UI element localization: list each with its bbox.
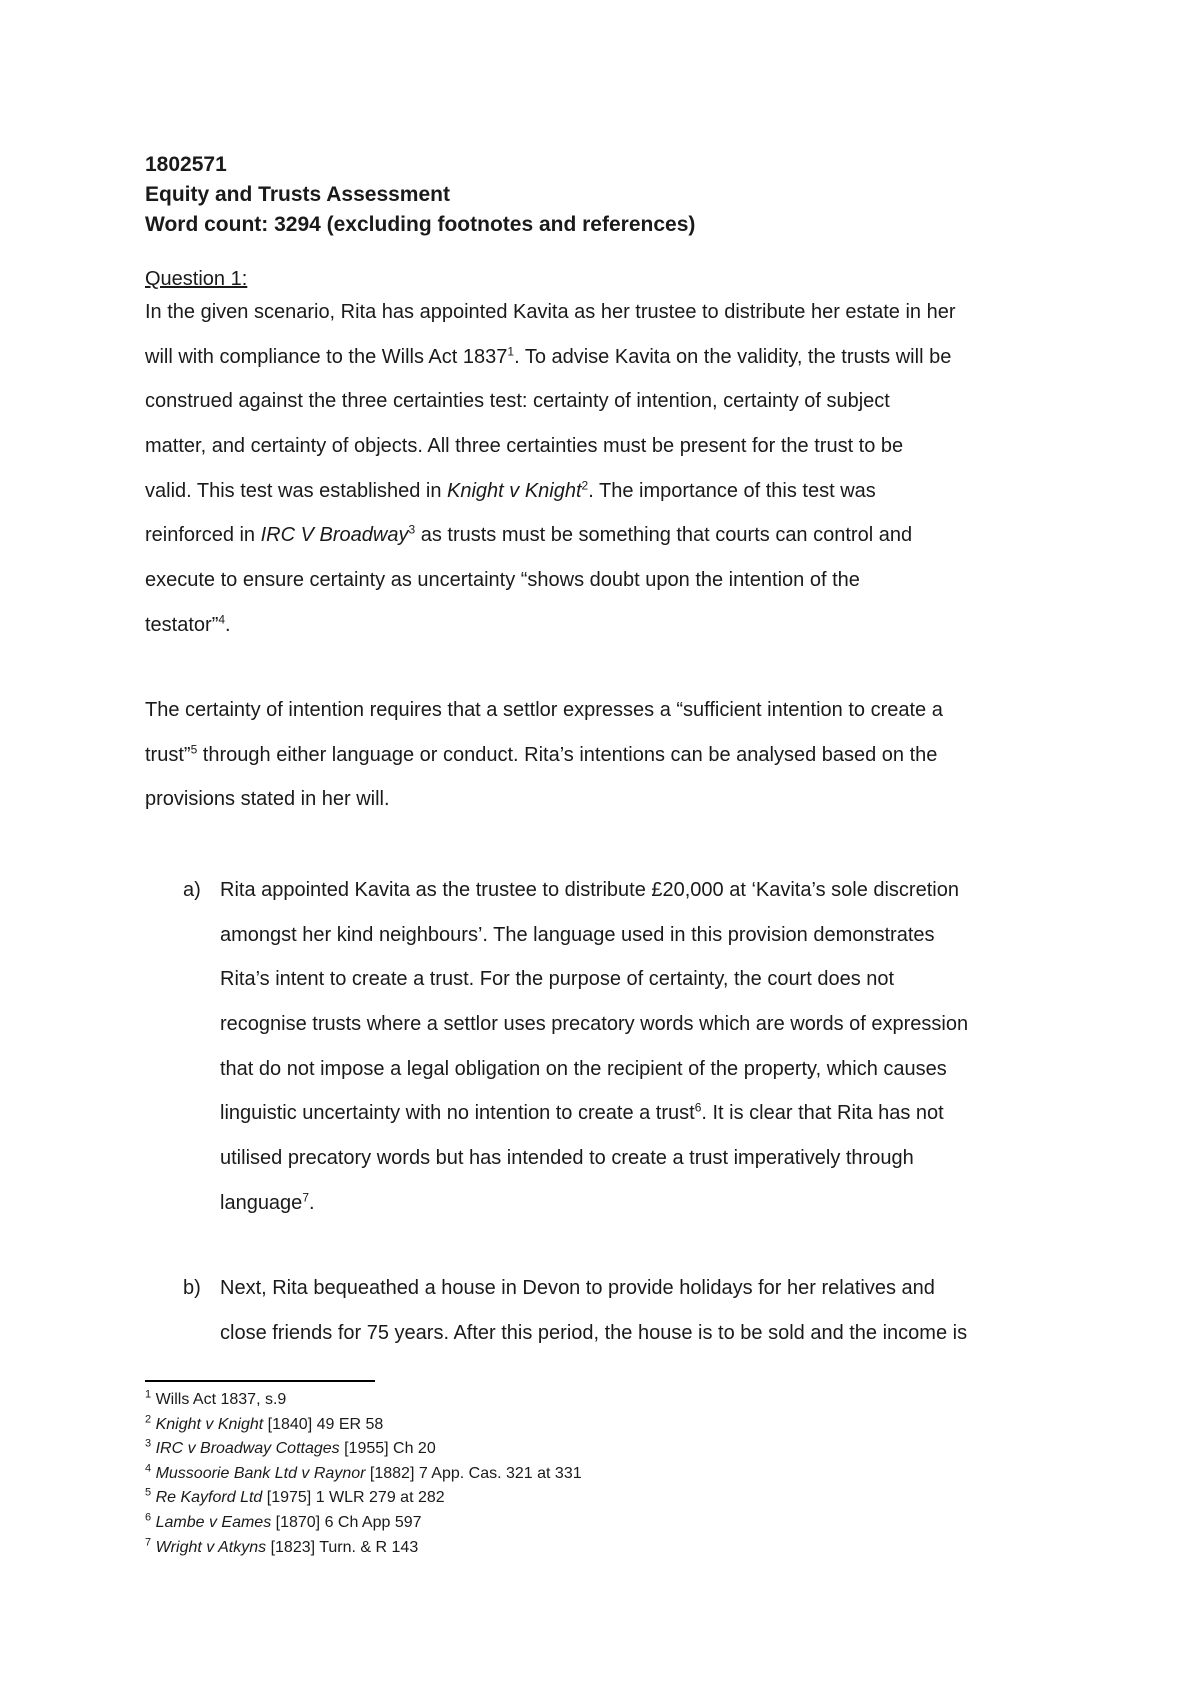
paragraph-line <box>145 290 1095 335</box>
footnote-number: 3 <box>145 1437 152 1450</box>
line-text: . The importance of this test was <box>588 479 876 502</box>
footnote-text: [1882] 7 App. Cas. 321 at 331 <box>365 1464 582 1482</box>
list-marker: a) <box>183 879 201 901</box>
footnote-separator <box>145 1380 375 1382</box>
paragraph-line <box>145 513 1095 558</box>
list-item-a <box>145 868 1095 1226</box>
footnote-ref: 1 <box>507 344 515 359</box>
footnote-ref: 2 <box>581 478 589 493</box>
paragraph-line <box>220 1136 1095 1181</box>
line-text: In the given scenario, Rita has appointed Kavita as her trustee to distribute her estate in her <box>145 301 956 323</box>
list-item <box>145 868 1095 1226</box>
line-text: through either language or conduct. Rita’s intentions can be analysed based on the <box>197 743 938 766</box>
line-text: trust” <box>145 743 191 766</box>
line-text: close friends for 75 years. After this period, the house is to be sold and the income is <box>220 1321 968 1344</box>
paragraph-line <box>145 688 1095 733</box>
footnote-text: [1955] Ch 20 <box>339 1440 436 1458</box>
paragraph-line <box>145 469 1095 514</box>
footnote-text: [1870] 6 Ch App 597 <box>271 1513 422 1531</box>
line-text: . To advise Kavita on the validity, the trusts will be <box>514 345 952 368</box>
paragraph-line <box>220 1266 1095 1311</box>
footnote-number: 2 <box>145 1413 152 1426</box>
line-text: language <box>220 1191 303 1214</box>
list-item <box>145 1266 1095 1355</box>
list-marker: b) <box>183 1277 201 1299</box>
footnote <box>145 1388 582 1413</box>
line-text: that do not impose a legal obligation on the recipient of the property, which causes <box>220 1057 947 1080</box>
document-title: Equity and Trusts Assessment <box>145 183 450 206</box>
footnotes <box>145 1388 582 1560</box>
footnote-number: 5 <box>145 1487 152 1500</box>
paragraph-line <box>145 558 1095 603</box>
paragraph-line <box>220 913 1095 958</box>
word-count: Word count: 3294 (excluding footnotes and references) <box>145 213 696 236</box>
line-text: recognise trusts where a settlor uses precatory words which are words of expression <box>220 1013 969 1036</box>
line-text: amongst her kind neighbours’. The language used in this provision demonstrates <box>220 923 935 946</box>
footnote <box>145 1462 582 1487</box>
line-text: The certainty of intention requires that a settlor expresses a “sufficient intention to create a <box>145 699 943 721</box>
footnote-number: 1 <box>145 1388 152 1401</box>
footnote-ref: 5 <box>190 742 198 757</box>
paragraph-line <box>220 1047 1095 1092</box>
line-text: utilised precatory words but has intended to create a trust imperatively through <box>220 1147 914 1170</box>
case-name: Wright v Atkyns <box>155 1538 267 1556</box>
case-name: Re Kayford Ltd <box>155 1489 263 1507</box>
footnote <box>145 1511 582 1536</box>
line-text: as trusts must be something that courts can control and <box>415 524 913 547</box>
paragraph-line <box>145 335 1095 380</box>
paragraph-line <box>220 1002 1095 1047</box>
question-heading: Question 1: <box>145 268 248 290</box>
line-text: execute to ensure certainty as uncertainty “shows doubt upon the intention of the <box>145 569 860 592</box>
line-text: reinforced in <box>145 524 261 547</box>
line-text: . It is clear that Rita has not <box>701 1102 944 1125</box>
line-text: Next, Rita bequeathed a house in Devon to provide holidays for her relatives and <box>220 1277 935 1299</box>
footnote-ref: 6 <box>694 1100 702 1115</box>
line-text: Rita appointed Kavita as the trustee to distribute £20,000 at ‘Kavita’s sole discretion <box>220 879 959 901</box>
paragraph-line <box>220 957 1095 1002</box>
paragraph-line <box>145 424 1095 469</box>
case-name: Knight v Knight <box>155 1415 264 1433</box>
case-name: Knight v Knight <box>447 479 582 502</box>
footnote-text: [1840] 49 ER 58 <box>263 1415 384 1433</box>
footnote <box>145 1437 582 1462</box>
paragraph-line <box>220 1181 1095 1226</box>
paragraph-line <box>145 733 1095 778</box>
footnote <box>145 1486 582 1511</box>
footnote <box>145 1413 582 1438</box>
case-name: Mussoorie Bank Ltd v Raynor <box>155 1464 366 1482</box>
line-text: matter, and certainty of objects. All three certainties must be present for the trust to be <box>145 435 904 458</box>
line-text: testator” <box>145 613 219 636</box>
paragraph-line <box>220 1091 1095 1136</box>
case-name: IRC V Broadway <box>260 524 409 547</box>
footnote-number: 6 <box>145 1511 152 1524</box>
line-text: provisions stated in her will. <box>145 788 390 811</box>
footnote <box>145 1536 582 1561</box>
paragraph-line <box>145 379 1095 424</box>
footnote-ref: 4 <box>218 612 226 627</box>
paragraph-line <box>220 1311 1095 1356</box>
line-text: . <box>225 613 231 636</box>
student-id: 1802571 <box>145 153 227 176</box>
paragraph-1 <box>145 290 1095 648</box>
case-name: IRC v Broadway Cottages <box>155 1440 340 1458</box>
line-text: will with compliance to the Wills Act 1837 <box>145 345 508 368</box>
line-text: linguistic uncertainty with no intention to create a trust <box>220 1102 695 1125</box>
footnote-text: Wills Act 1837, s.9 <box>155 1391 287 1408</box>
footnote-number: 4 <box>145 1462 152 1475</box>
case-name: Lambe v Eames <box>155 1513 272 1531</box>
paragraph-line <box>220 868 1095 913</box>
footnote-text: [1823] Turn. & R 143 <box>266 1538 419 1556</box>
footnote-ref: 7 <box>302 1190 309 1205</box>
line-text: . <box>309 1191 315 1214</box>
list-item-b <box>145 1266 1095 1355</box>
paragraph-2 <box>145 688 1095 822</box>
paragraph-line <box>145 603 1095 648</box>
paragraph-line <box>145 777 1095 822</box>
line-text: construed against the three certainties test: certainty of intention, certainty of subject <box>145 390 890 413</box>
footnote-ref: 3 <box>408 522 416 537</box>
line-text: Rita’s intent to create a trust. For the purpose of certainty, the court does not <box>220 968 895 991</box>
line-text: valid. This test was established in <box>145 479 448 502</box>
document-header <box>145 150 695 240</box>
footnote-number: 7 <box>145 1536 152 1549</box>
footnote-text: [1975] 1 WLR 279 at 282 <box>262 1489 445 1507</box>
